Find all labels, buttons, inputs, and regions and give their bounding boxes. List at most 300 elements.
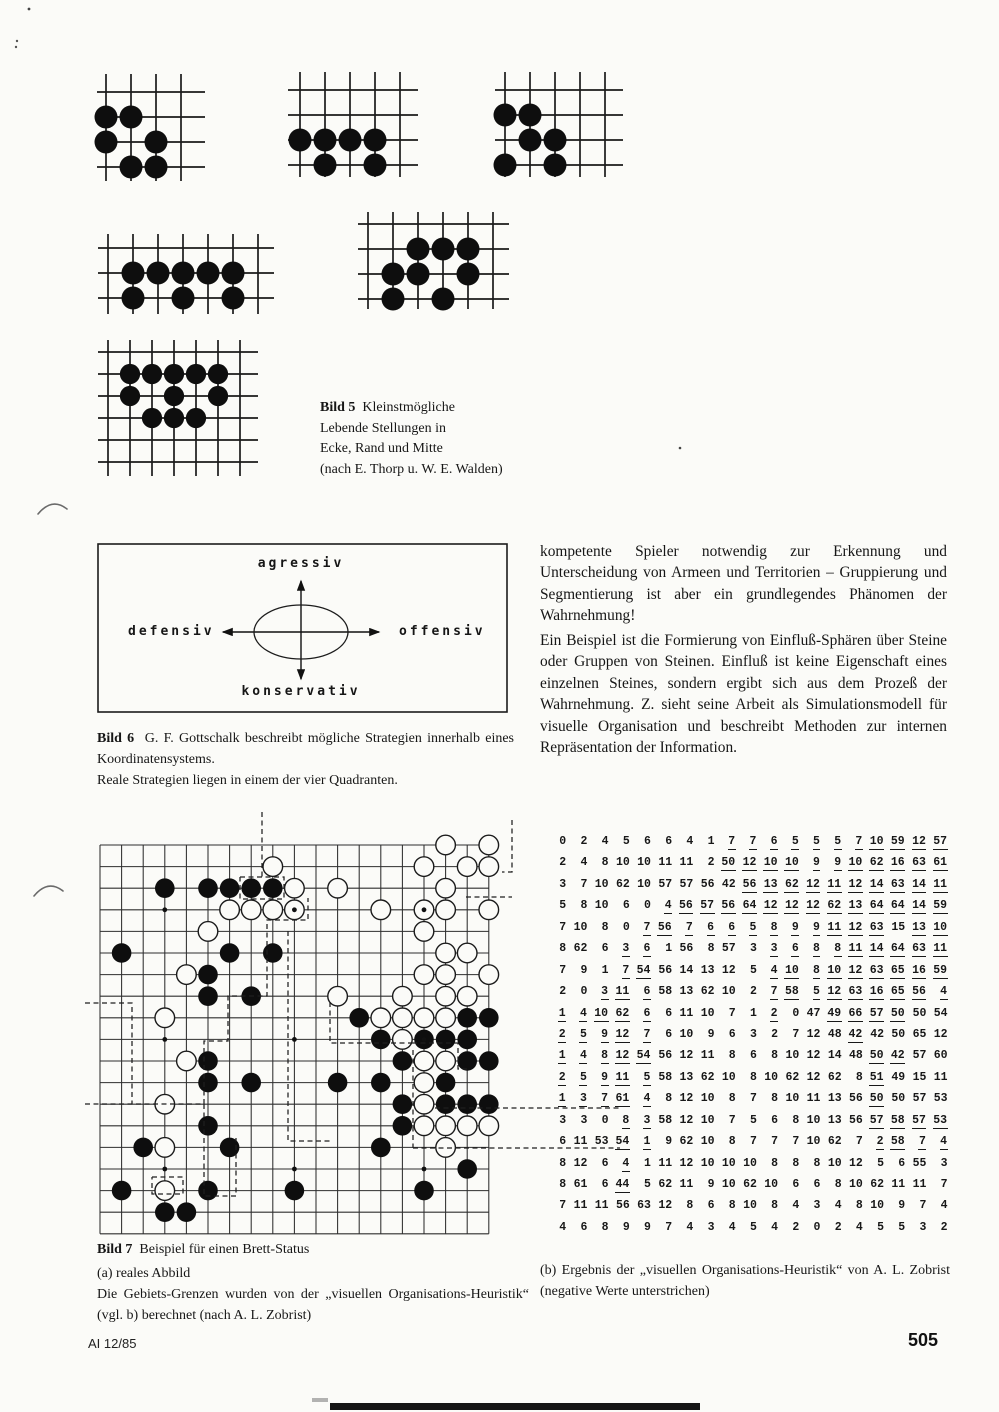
heuristic-value: 8 bbox=[855, 1199, 863, 1213]
black-stone bbox=[457, 238, 480, 261]
heuristic-value: 5 bbox=[749, 963, 757, 977]
heuristic-value: 12 bbox=[658, 1199, 673, 1213]
white-stone bbox=[457, 857, 477, 877]
heuristic-value: 7 bbox=[749, 1135, 757, 1149]
strategy-label-defensive: defensiv bbox=[128, 624, 215, 639]
heuristic-value: 9 bbox=[707, 1027, 715, 1041]
black-stone bbox=[479, 1051, 499, 1071]
black-stone bbox=[382, 288, 405, 311]
heuristic-value: 5 bbox=[791, 835, 799, 848]
heuristic-value: 48 bbox=[849, 1049, 863, 1063]
hoshi-point bbox=[422, 907, 427, 912]
black-stone bbox=[142, 364, 162, 384]
heuristic-value: 12 bbox=[679, 1092, 694, 1106]
white-stone bbox=[198, 922, 218, 942]
heuristic-value: 3 bbox=[749, 942, 757, 956]
margin-mark bbox=[34, 886, 63, 896]
heuristic-value: 4 bbox=[792, 1199, 800, 1213]
heuristic-value: 64 bbox=[869, 899, 884, 913]
heuristic-value: 2 bbox=[580, 835, 588, 848]
white-stone bbox=[371, 1008, 391, 1028]
heuristic-value: 6 bbox=[665, 1027, 673, 1041]
heuristic-value: 13 bbox=[827, 1092, 842, 1106]
bild5-board-1 bbox=[95, 74, 206, 181]
heuristic-value: 11 bbox=[848, 942, 863, 956]
heuristic-value: 11 bbox=[891, 1178, 906, 1191]
white-stone bbox=[436, 878, 456, 898]
black-stone bbox=[186, 364, 206, 384]
heuristic-value: 7 bbox=[855, 1135, 863, 1149]
black-stone bbox=[198, 1051, 218, 1071]
heuristic-value: 10 bbox=[721, 1156, 736, 1170]
black-stone bbox=[544, 154, 567, 177]
heuristic-value: 6 bbox=[707, 1199, 715, 1213]
heuristic-value: 63 bbox=[890, 877, 905, 891]
white-stone bbox=[414, 922, 434, 942]
heuristic-value: 1 bbox=[749, 1006, 757, 1020]
black-stone bbox=[494, 104, 517, 127]
hoshi-point bbox=[292, 1037, 297, 1042]
heuristic-value: 6 bbox=[728, 920, 736, 934]
heuristic-value: 12 bbox=[806, 1049, 821, 1063]
heuristic-value: 63 bbox=[637, 1199, 651, 1213]
heuristic-value: 4 bbox=[940, 1135, 948, 1149]
heuristic-value: 8 bbox=[559, 942, 567, 956]
heuristic-value: 10 bbox=[700, 1092, 715, 1106]
heuristic-value: 59 bbox=[933, 963, 948, 977]
bild5-board-6 bbox=[98, 340, 258, 476]
heuristic-value: 63 bbox=[912, 942, 926, 956]
black-stone bbox=[172, 287, 195, 310]
heuristic-value: 0 bbox=[792, 1006, 800, 1020]
heuristic-value: 7 bbox=[685, 920, 693, 934]
heuristic-value: 62 bbox=[827, 899, 842, 913]
white-stone bbox=[479, 965, 499, 985]
heuristic-value: 1 bbox=[665, 942, 673, 956]
heuristic-value: 3 bbox=[601, 985, 609, 999]
heuristic-value: 42 bbox=[870, 1027, 884, 1041]
heuristic-value: 5 bbox=[643, 1070, 651, 1084]
heuristic-value: 12 bbox=[933, 1027, 948, 1041]
heuristic-value: 56 bbox=[679, 899, 693, 913]
body-paragraph-1: kompetente Spieler notwendig zur Erkennung und Unterscheidung von Armeen und Territorien – Gruppierung und Segmentierung ist aber ein grundlegendes Phänomen der Wahrnehmung! bbox=[540, 543, 947, 625]
white-stone bbox=[220, 900, 240, 920]
heuristic-value: 58 bbox=[784, 985, 799, 999]
hoshi-point bbox=[422, 1167, 427, 1172]
heuristic-value: 10 bbox=[573, 920, 588, 934]
black-stone bbox=[198, 1073, 218, 1093]
heuristic-value: 10 bbox=[849, 1178, 863, 1191]
heuristic-value: 62 bbox=[658, 1178, 673, 1191]
heuristic-value: 4 bbox=[643, 1092, 651, 1106]
heuristic-value: 56 bbox=[657, 920, 672, 934]
heuristic-value: 8 bbox=[728, 1049, 736, 1063]
heuristic-value: 62 bbox=[870, 1178, 884, 1191]
heuristic-value: 3 bbox=[749, 1027, 757, 1041]
heuristic-value: 6 bbox=[643, 1006, 651, 1020]
heuristic-value: 2 bbox=[707, 856, 715, 870]
black-stone bbox=[112, 1181, 132, 1201]
heuristic-value: 2 bbox=[770, 1006, 778, 1020]
heuristic-value: 50 bbox=[890, 1006, 905, 1020]
heuristic-value: 13 bbox=[679, 1070, 694, 1084]
heuristic-value: 65 bbox=[890, 963, 905, 977]
white-stone bbox=[414, 1116, 434, 1136]
heuristic-value: 14 bbox=[912, 899, 926, 913]
heuristic-value: 7 bbox=[792, 1027, 800, 1041]
bild5-board-4 bbox=[98, 234, 274, 314]
black-stone bbox=[241, 878, 261, 898]
heuristic-value: 2 bbox=[559, 856, 567, 870]
heuristic-value: 6 bbox=[601, 942, 609, 956]
heuristic-value: 1 bbox=[558, 1092, 566, 1106]
heuristic-value: 53 bbox=[933, 1092, 948, 1106]
heuristic-value: 56 bbox=[658, 963, 673, 977]
black-stone bbox=[436, 1030, 456, 1050]
heuristic-value: 8 bbox=[728, 1135, 736, 1149]
bild6-caption-2: Reale Strategien liegen in einem der vier Quadranten. bbox=[97, 773, 398, 788]
heuristic-value: 12 bbox=[615, 1027, 630, 1041]
heuristic-value: 6 bbox=[771, 1113, 779, 1127]
white-stone bbox=[479, 857, 499, 877]
bild5-caption-line4: (nach E. Thorp u. W. E. Walden) bbox=[320, 461, 503, 477]
speck bbox=[15, 46, 17, 48]
heuristic-value: 7 bbox=[559, 920, 567, 934]
bild5-caption-line3: Ecke, Rand und Mitte bbox=[320, 441, 443, 456]
heuristic-value: 12 bbox=[806, 877, 820, 891]
speck bbox=[16, 40, 18, 42]
heuristic-value: 10 bbox=[827, 963, 842, 977]
black-stone bbox=[393, 1116, 413, 1136]
heuristic-value: 5 bbox=[644, 1178, 651, 1191]
heuristic-value: 0 bbox=[644, 899, 651, 913]
heuristic-value: 8 bbox=[665, 1092, 673, 1106]
bild5-caption-line2: Lebende Stellungen in bbox=[320, 420, 446, 436]
heuristic-value: 6 bbox=[770, 835, 778, 848]
heuristic-value: 11 bbox=[700, 1049, 715, 1063]
heuristic-value: 14 bbox=[869, 877, 884, 891]
white-stone bbox=[393, 986, 413, 1006]
heuristic-value: 57 bbox=[700, 899, 714, 913]
heuristic-value: 13 bbox=[679, 985, 694, 999]
heuristic-value: 14 bbox=[827, 1049, 842, 1063]
heuristic-value: 42 bbox=[848, 1027, 863, 1041]
heuristic-value: 3 bbox=[813, 1199, 821, 1213]
black-stone bbox=[155, 878, 175, 898]
heuristic-value: 11 bbox=[912, 1178, 927, 1191]
heuristic-value: 6 bbox=[580, 1220, 588, 1234]
heuristic-value: 62 bbox=[784, 877, 799, 891]
black-stone bbox=[457, 1051, 477, 1071]
black-stone bbox=[120, 106, 143, 129]
white-stone bbox=[414, 1008, 434, 1028]
white-stone bbox=[457, 943, 477, 963]
territory-dash-line bbox=[502, 820, 512, 872]
heuristic-value: 9 bbox=[813, 856, 820, 870]
heuristic-value: 5 bbox=[749, 1220, 757, 1234]
heuristic-value: 6 bbox=[643, 942, 651, 956]
white-stone bbox=[436, 965, 456, 985]
heuristic-value: 5 bbox=[877, 1156, 884, 1170]
territory-dash-line bbox=[85, 898, 308, 1104]
black-stone bbox=[371, 1030, 391, 1050]
heuristic-value: 48 bbox=[827, 1027, 842, 1041]
heuristic-value: 9 bbox=[601, 1027, 609, 1041]
heuristic-value: 62 bbox=[827, 1135, 842, 1149]
heuristic-value: 9 bbox=[601, 1070, 609, 1084]
heuristic-value: 12 bbox=[763, 899, 778, 913]
heuristic-value: 56 bbox=[912, 985, 926, 999]
heuristic-value: 7 bbox=[940, 1178, 948, 1191]
heuristic-value: 8 bbox=[622, 1113, 630, 1127]
heuristic-value: 5 bbox=[834, 835, 842, 848]
heuristic-value: 0 bbox=[580, 985, 588, 999]
heuristic-value: 8 bbox=[728, 1199, 736, 1213]
black-stone bbox=[120, 386, 140, 406]
heuristic-value: 1 bbox=[644, 1156, 651, 1170]
bild7-caption-a: (a) reales Abbild bbox=[97, 1266, 191, 1281]
heuristic-value: 11 bbox=[827, 920, 842, 934]
heuristic-value: 54 bbox=[615, 1135, 630, 1149]
hoshi-point bbox=[162, 907, 167, 912]
black-stone bbox=[432, 238, 455, 261]
heuristic-value: 10 bbox=[743, 1199, 757, 1213]
heuristic-value: 65 bbox=[890, 985, 905, 999]
heuristic-value: 9 bbox=[580, 963, 588, 977]
strategy-label-aggressive: agressiv bbox=[257, 556, 345, 571]
journal-issue: AI 12/85 bbox=[88, 1336, 137, 1351]
heuristic-value: 13 bbox=[848, 899, 863, 913]
heuristic-value: 3 bbox=[770, 942, 778, 956]
heuristic-value: 9 bbox=[644, 1220, 651, 1234]
heuristic-value: 13 bbox=[763, 877, 778, 891]
heuristic-value: 62 bbox=[700, 985, 715, 999]
bild7-caption-title bbox=[97, 1240, 529, 1261]
heuristic-value: 11 bbox=[806, 1092, 821, 1106]
heuristic-value: 51 bbox=[869, 1070, 884, 1084]
heuristic-value: 5 bbox=[813, 985, 820, 999]
heuristic-value: 16 bbox=[912, 963, 926, 977]
heuristic-value: 42 bbox=[721, 877, 736, 891]
white-stone bbox=[457, 1116, 477, 1136]
bild5-caption bbox=[320, 398, 530, 480]
black-stone bbox=[164, 408, 184, 428]
heuristic-value: 10 bbox=[764, 1178, 779, 1191]
heuristic-value: 11 bbox=[615, 985, 630, 999]
black-stone bbox=[393, 1094, 413, 1114]
heuristic-value: 1 bbox=[707, 835, 715, 848]
heuristic-value: 10 bbox=[763, 856, 778, 870]
heuristic-value: 3 bbox=[940, 1156, 948, 1170]
heuristic-value: 10 bbox=[869, 835, 884, 848]
heuristic-value: 12 bbox=[806, 1027, 821, 1041]
heuristic-value: 12 bbox=[849, 1156, 863, 1170]
heuristic-value: 62 bbox=[700, 1070, 715, 1084]
hoshi-point bbox=[162, 1167, 167, 1172]
heuristic-value: 4 bbox=[686, 835, 694, 848]
black-stone bbox=[220, 878, 240, 898]
heuristic-value: 3 bbox=[559, 877, 567, 891]
black-stone bbox=[145, 131, 168, 154]
heuristic-value: 5 bbox=[579, 1070, 587, 1084]
black-stone bbox=[371, 1138, 391, 1158]
heuristic-value: 11 bbox=[594, 1199, 609, 1213]
heuristic-value: 9 bbox=[834, 856, 842, 870]
heuristic-value: 5 bbox=[749, 1113, 757, 1127]
heuristic-value: 56 bbox=[658, 1049, 673, 1063]
heuristic-value: 6 bbox=[601, 1156, 609, 1170]
heuristic-value: 8 bbox=[601, 1220, 609, 1234]
heuristic-value: 7 bbox=[559, 1199, 567, 1213]
white-stone bbox=[414, 857, 434, 877]
heuristic-value: 12 bbox=[679, 1113, 694, 1127]
white-stone bbox=[436, 1008, 456, 1028]
black-stone bbox=[120, 364, 140, 384]
heuristic-value: 6 bbox=[728, 1027, 736, 1041]
black-stone bbox=[164, 364, 184, 384]
heuristic-value: 54 bbox=[636, 1049, 651, 1063]
heuristic-value: 50 bbox=[869, 1092, 884, 1106]
heuristic-value: 8 bbox=[834, 942, 842, 956]
heuristic-value: 11 bbox=[679, 1006, 694, 1020]
heuristic-value: 50 bbox=[891, 1092, 906, 1106]
heuristic-value: 63 bbox=[912, 856, 926, 870]
heuristic-value: 4 bbox=[622, 1156, 630, 1170]
heuristic-value: 62 bbox=[615, 877, 630, 891]
heuristic-value: 65 bbox=[912, 1027, 927, 1041]
heuristic-value: 10 bbox=[870, 1199, 884, 1213]
margin-mark bbox=[38, 504, 67, 514]
white-stone bbox=[177, 965, 197, 985]
heuristic-value: 5 bbox=[898, 1220, 906, 1234]
heuristic-value: 5 bbox=[622, 835, 630, 848]
heuristic-value: 7 bbox=[792, 1135, 800, 1149]
hoshi-point bbox=[292, 907, 297, 912]
black-stone bbox=[198, 1181, 218, 1201]
heuristic-value: 11 bbox=[573, 1199, 588, 1213]
heuristic-value: 62 bbox=[573, 942, 588, 956]
heuristic-value: 59 bbox=[933, 899, 948, 913]
heuristic-value: 11 bbox=[933, 1070, 948, 1084]
heuristic-value: 2 bbox=[749, 985, 757, 999]
white-stone bbox=[414, 965, 434, 985]
black-stone bbox=[120, 156, 143, 179]
heuristic-value: 8 bbox=[749, 1070, 757, 1084]
white-stone bbox=[414, 1094, 434, 1114]
heuristic-value: 1 bbox=[643, 1135, 651, 1149]
hoshi-point bbox=[422, 1037, 427, 1042]
heuristic-value: 9 bbox=[813, 920, 820, 934]
heuristic-value: 5 bbox=[749, 920, 757, 934]
heuristic-value: 54 bbox=[933, 1006, 948, 1020]
black-stone bbox=[197, 262, 220, 285]
heuristic-value: 6 bbox=[665, 1006, 673, 1020]
heuristic-value: 7 bbox=[728, 835, 736, 848]
heuristic-value: 8 bbox=[771, 1092, 779, 1106]
black-stone bbox=[364, 154, 387, 177]
heuristic-value: 10 bbox=[743, 1156, 757, 1170]
heuristic-value: 12 bbox=[721, 963, 736, 977]
heuristic-value: 61 bbox=[933, 856, 948, 870]
heuristic-value: 10 bbox=[594, 899, 609, 913]
white-stone bbox=[263, 857, 283, 877]
heuristic-value: 12 bbox=[806, 1070, 821, 1084]
heuristic-value: 14 bbox=[912, 877, 926, 891]
bild7-caption-number: Bild 7 bbox=[97, 1242, 133, 1257]
black-stone bbox=[142, 408, 162, 428]
black-stone bbox=[155, 1202, 175, 1222]
heuristic-value: 6 bbox=[559, 1135, 567, 1149]
heuristic-value: 12 bbox=[615, 1049, 630, 1063]
heuristic-value: 2 bbox=[558, 1070, 566, 1084]
heuristic-value: 12 bbox=[784, 899, 799, 913]
heuristic-value: 6 bbox=[643, 985, 651, 999]
heuristic-value: 10 bbox=[784, 856, 799, 870]
black-stone bbox=[519, 104, 542, 127]
heuristic-value: 6 bbox=[601, 1178, 609, 1191]
heuristic-value: 8 bbox=[707, 942, 715, 956]
heuristic-value: 7 bbox=[855, 835, 863, 848]
grid-b-caption: (b) Ergebnis der „visuellen Organisations-Heuristik“ von A. L. Zobrist (negative Werte unterstrichen) bbox=[540, 1263, 950, 1299]
heuristic-value: 62 bbox=[827, 1070, 842, 1084]
black-stone bbox=[263, 878, 283, 898]
black-stone bbox=[145, 156, 168, 179]
heuristic-value: 3 bbox=[559, 1113, 567, 1127]
heuristic-value: 8 bbox=[559, 1178, 567, 1191]
heuristic-value: 15 bbox=[912, 1070, 927, 1084]
heuristic-value: 7 bbox=[665, 1220, 673, 1234]
heuristic-value: 10 bbox=[594, 877, 609, 891]
heuristic-value: 8 bbox=[855, 1070, 863, 1084]
heuristic-value: 2 bbox=[559, 985, 567, 999]
black-stone bbox=[222, 262, 245, 285]
heuristic-value: 3 bbox=[919, 1220, 927, 1234]
black-stone bbox=[349, 1008, 369, 1028]
white-stone bbox=[393, 1008, 413, 1028]
heuristic-value: 5 bbox=[559, 899, 567, 913]
heuristic-value: 47 bbox=[806, 1006, 821, 1020]
black-stone bbox=[147, 262, 170, 285]
hoshi-point bbox=[162, 1037, 167, 1042]
black-stone bbox=[133, 1138, 153, 1158]
heuristic-value: 12 bbox=[573, 1156, 588, 1170]
black-stone bbox=[457, 1030, 477, 1050]
heuristic-value: 8 bbox=[601, 1049, 609, 1063]
heuristic-value: 10 bbox=[785, 1092, 800, 1106]
heuristic-value: 8 bbox=[771, 1199, 779, 1213]
heuristic-value: 11 bbox=[679, 1178, 694, 1191]
heuristic-value: 5 bbox=[579, 1027, 587, 1041]
heuristic-value: 57 bbox=[869, 1006, 884, 1020]
heuristic-value: 60 bbox=[933, 1049, 948, 1063]
heuristic-value: 61 bbox=[615, 1092, 630, 1106]
heuristic-value: 3 bbox=[622, 942, 630, 956]
bild5-caption-number: Bild 5 bbox=[320, 400, 356, 415]
heuristic-value: 58 bbox=[890, 1113, 905, 1127]
heuristic-value: 5 bbox=[813, 835, 820, 848]
black-stone bbox=[436, 1094, 456, 1114]
heuristic-value: 44 bbox=[615, 1178, 630, 1191]
black-stone bbox=[382, 263, 405, 286]
heuristic-value: 62 bbox=[743, 1178, 757, 1191]
heuristic-value: 57 bbox=[912, 1113, 926, 1127]
heuristic-value: 7 bbox=[643, 920, 651, 934]
heuristic-value: 7 bbox=[580, 877, 588, 891]
bild5-caption-line1: Kleinstmögliche bbox=[362, 400, 455, 415]
hoshi-point bbox=[292, 1167, 297, 1172]
smudge bbox=[312, 1398, 328, 1402]
black-stone bbox=[393, 1051, 413, 1071]
